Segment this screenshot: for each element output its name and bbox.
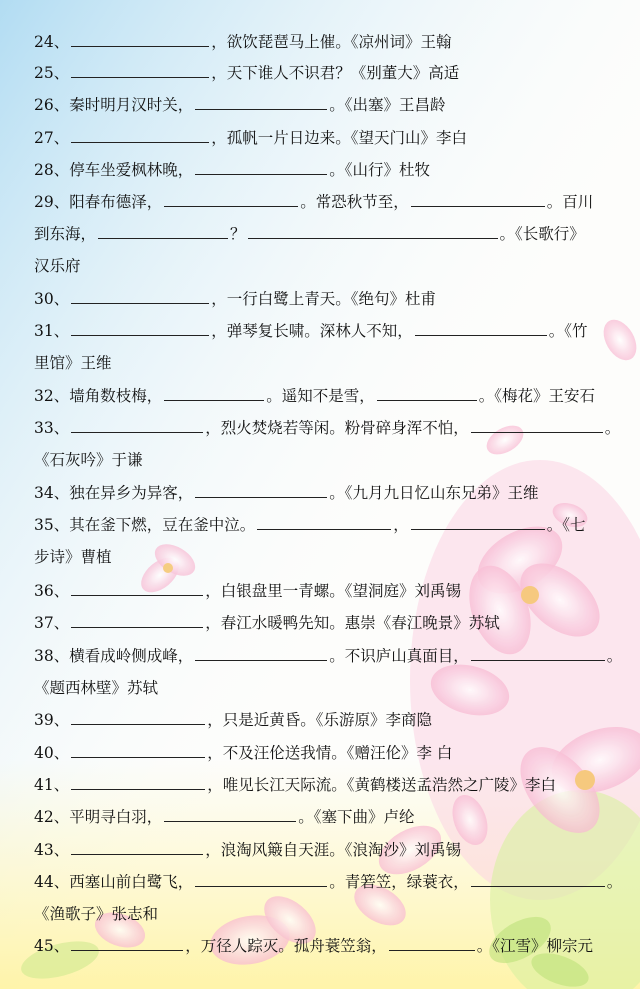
line-text-post: 《九月九日忆山东兄弟》王维: [344, 484, 539, 502]
poem-line: [34, 477, 634, 509]
poem-line: [34, 834, 634, 866]
line-text-post: 《乐游原》李商隐: [315, 711, 433, 729]
answer-blank[interactable]: [195, 872, 327, 887]
poem-line: [34, 122, 634, 154]
answer-blank[interactable]: [71, 128, 209, 143]
line-text-pre: 39、: [34, 711, 70, 729]
poem-line: [34, 672, 634, 704]
line-text-mid: ，孤帆一片日边来。: [211, 129, 351, 147]
line-text-mid: ？: [230, 225, 246, 243]
poem-line: [34, 541, 634, 573]
line-text-mid: 。: [329, 161, 345, 179]
answer-blank[interactable]: [71, 840, 203, 855]
line-text-pre: 汉乐府: [34, 257, 81, 275]
answer-blank[interactable]: [71, 321, 209, 336]
line-text-pre: 45、: [34, 937, 70, 955]
answer-blank[interactable]: [257, 515, 391, 530]
line-text-pre: 42、平明寻白羽，: [34, 808, 163, 826]
answer-blank[interactable]: [195, 483, 327, 498]
line-text-post: 《出塞》王昌龄: [344, 96, 446, 114]
line-text-mid: ，天下谁人不识君？: [211, 64, 351, 82]
line-text-mid: ，欲饮琵琶马上催。: [211, 33, 351, 51]
line-text-post: 。《竹: [548, 322, 588, 340]
line-text-pre: 32、墙角数枝梅，: [34, 387, 163, 405]
poem-line: [34, 444, 634, 476]
line-text-post: 。《七: [546, 516, 586, 534]
line-text-mid: ，: [393, 516, 409, 534]
line-text-pre: 27、: [34, 129, 70, 147]
line-text-pre: 43、: [34, 841, 70, 859]
poem-line: [34, 154, 634, 186]
answer-blank[interactable]: [98, 224, 228, 239]
line-text-mid: ，只是近黄昏。: [207, 711, 316, 729]
line-text-post: 《望洞庭》刘禹锡: [344, 582, 462, 600]
line-text-mid: ，一行白鹭上青天。: [211, 290, 351, 308]
answer-blank[interactable]: [164, 192, 298, 207]
line-text-mid: 。遥知不是雪，: [266, 387, 375, 405]
line-text-pre: 44、西塞山前白鹭飞，: [34, 873, 194, 891]
line-text-post: 。: [606, 873, 623, 891]
answer-blank[interactable]: [248, 224, 498, 239]
line-text-post: 。: [606, 647, 623, 665]
answer-blank[interactable]: [195, 646, 327, 661]
line-text-mid: ，不及汪伦送我情。: [207, 744, 347, 762]
line-text-pre: 《石灰吟》于谦: [34, 451, 143, 469]
line-text-pre: 41、: [34, 776, 70, 794]
line-text-post: 。: [604, 419, 621, 437]
line-text-mid: 。常恐秋节至，: [300, 193, 409, 211]
line-text-pre: 30、: [34, 290, 70, 308]
poem-line: [34, 898, 634, 930]
line-text-pre: 里馆》王维: [34, 354, 112, 372]
poem-line: [34, 866, 634, 898]
answer-blank[interactable]: [71, 63, 209, 78]
line-text-post: 《别董大》高适: [350, 64, 460, 82]
poem-line: [34, 26, 634, 58]
line-text-pre: 24、: [34, 33, 70, 51]
answer-blank[interactable]: [71, 936, 183, 951]
poem-line: [34, 801, 634, 833]
line-text-post: 《绝句》杜甫: [350, 290, 437, 308]
line-text-pre: 40、: [34, 744, 70, 762]
line-text-post: 《望天门山》李白: [350, 129, 468, 147]
line-text-mid: ，白银盘里一青螺。: [205, 582, 345, 600]
poem-line: [34, 607, 634, 639]
poem-line: [34, 347, 634, 379]
line-text-post: 《赠汪伦》李 白: [346, 744, 453, 762]
line-text-mid: ，万径人踪灭。孤舟蓑笠翁，: [185, 937, 387, 955]
answer-blank[interactable]: [471, 872, 605, 887]
answer-blank[interactable]: [71, 581, 203, 596]
poem-line: [34, 250, 634, 282]
line-text-post: 《浪淘沙》刘禹锡: [344, 841, 462, 859]
line-text-pre: 到东海，: [34, 225, 97, 243]
line-text-mid: 。: [329, 484, 345, 502]
answer-blank[interactable]: [71, 418, 203, 433]
line-text-mid: ，浪淘风簸自天涯。: [205, 841, 345, 859]
poem-line: [34, 380, 634, 412]
line-text-mid: ，烈火焚烧若等闲。粉骨碎身浑不怕，: [205, 419, 469, 437]
poem-line: [34, 575, 634, 607]
line-text-post: 。《长歌行》: [499, 225, 585, 243]
poem-line: [34, 315, 634, 347]
poem-line: [34, 218, 634, 250]
line-text-pre: 步诗》曹植: [34, 548, 112, 566]
line-text-mid: ，春江水暖鸭先知。惠崇《春江晚景》苏轼: [205, 614, 500, 632]
answer-blank[interactable]: [71, 32, 209, 47]
poem-line: [34, 509, 634, 541]
poem-line: [34, 283, 634, 315]
poem-line: [34, 769, 634, 801]
poem-line: [34, 57, 634, 89]
line-text-pre: 34、独在异乡为异客，: [34, 484, 194, 502]
line-text-post: 《塞下曲》卢纶: [313, 808, 415, 826]
line-text-pre: 36、: [34, 582, 70, 600]
line-text-pre: 31、: [34, 322, 70, 340]
line-text-mid: 。不识庐山真面目，: [329, 647, 469, 665]
line-text-pre: 《题西林壁》苏轼: [34, 679, 159, 697]
line-text-pre: 35、其在釜下燃，豆在釜中泣。: [34, 516, 256, 534]
answer-blank[interactable]: [164, 386, 264, 401]
answer-blank[interactable]: [471, 418, 603, 433]
answer-blank[interactable]: [71, 743, 205, 758]
answer-blank[interactable]: [71, 613, 203, 628]
answer-blank[interactable]: [377, 386, 477, 401]
line-text-post: 《山行》杜牧: [344, 161, 431, 179]
line-text-pre: 28、停车坐爱枫林晚，: [34, 161, 194, 179]
line-text-pre: 37、: [34, 614, 70, 632]
answer-blank[interactable]: [71, 710, 205, 725]
poem-line: [34, 412, 634, 444]
line-text-mid: 。: [298, 808, 314, 826]
line-text-pre: 38、横看成岭侧成峰，: [34, 647, 194, 665]
answer-blank[interactable]: [195, 160, 327, 175]
poem-line: [34, 89, 634, 121]
line-text-post: 。《梅花》王安石: [478, 387, 596, 405]
answer-blank[interactable]: [411, 192, 545, 207]
answer-blank[interactable]: [415, 321, 547, 336]
poem-line: [34, 737, 634, 769]
answer-blank[interactable]: [389, 936, 475, 951]
answer-blank[interactable]: [71, 775, 205, 790]
answer-blank[interactable]: [71, 289, 209, 304]
answer-blank[interactable]: [471, 646, 605, 661]
line-text-post: 《凉州词》王翰: [350, 33, 452, 51]
line-text-pre: 《渔歌子》张志和: [34, 905, 159, 923]
answer-blank[interactable]: [164, 807, 296, 822]
line-text-mid: ，弹琴复长啸。深林人不知，: [211, 322, 413, 340]
poem-line: [34, 930, 634, 962]
poem-line: [34, 186, 634, 218]
line-text-post: 。百川: [546, 193, 594, 211]
answer-blank[interactable]: [411, 515, 545, 530]
line-text-post: 。《江雪》柳宗元: [476, 937, 594, 955]
poem-line: [34, 640, 634, 672]
line-text-mid: 。青箬笠，绿蓑衣，: [329, 873, 469, 891]
line-text-pre: 29、阳春布德泽，: [34, 193, 163, 211]
answer-blank[interactable]: [195, 95, 327, 110]
line-text-pre: 26、秦时明月汉时关，: [34, 96, 194, 114]
line-text-pre: 33、: [34, 419, 70, 437]
line-text-mid: 。: [329, 96, 345, 114]
line-text-post: 《黄鹤楼送孟浩然之广陵》李白: [346, 776, 557, 794]
line-text-pre: 25、: [34, 64, 70, 82]
line-text-mid: ，唯见长江天际流。: [207, 776, 347, 794]
poem-line: [34, 704, 634, 736]
